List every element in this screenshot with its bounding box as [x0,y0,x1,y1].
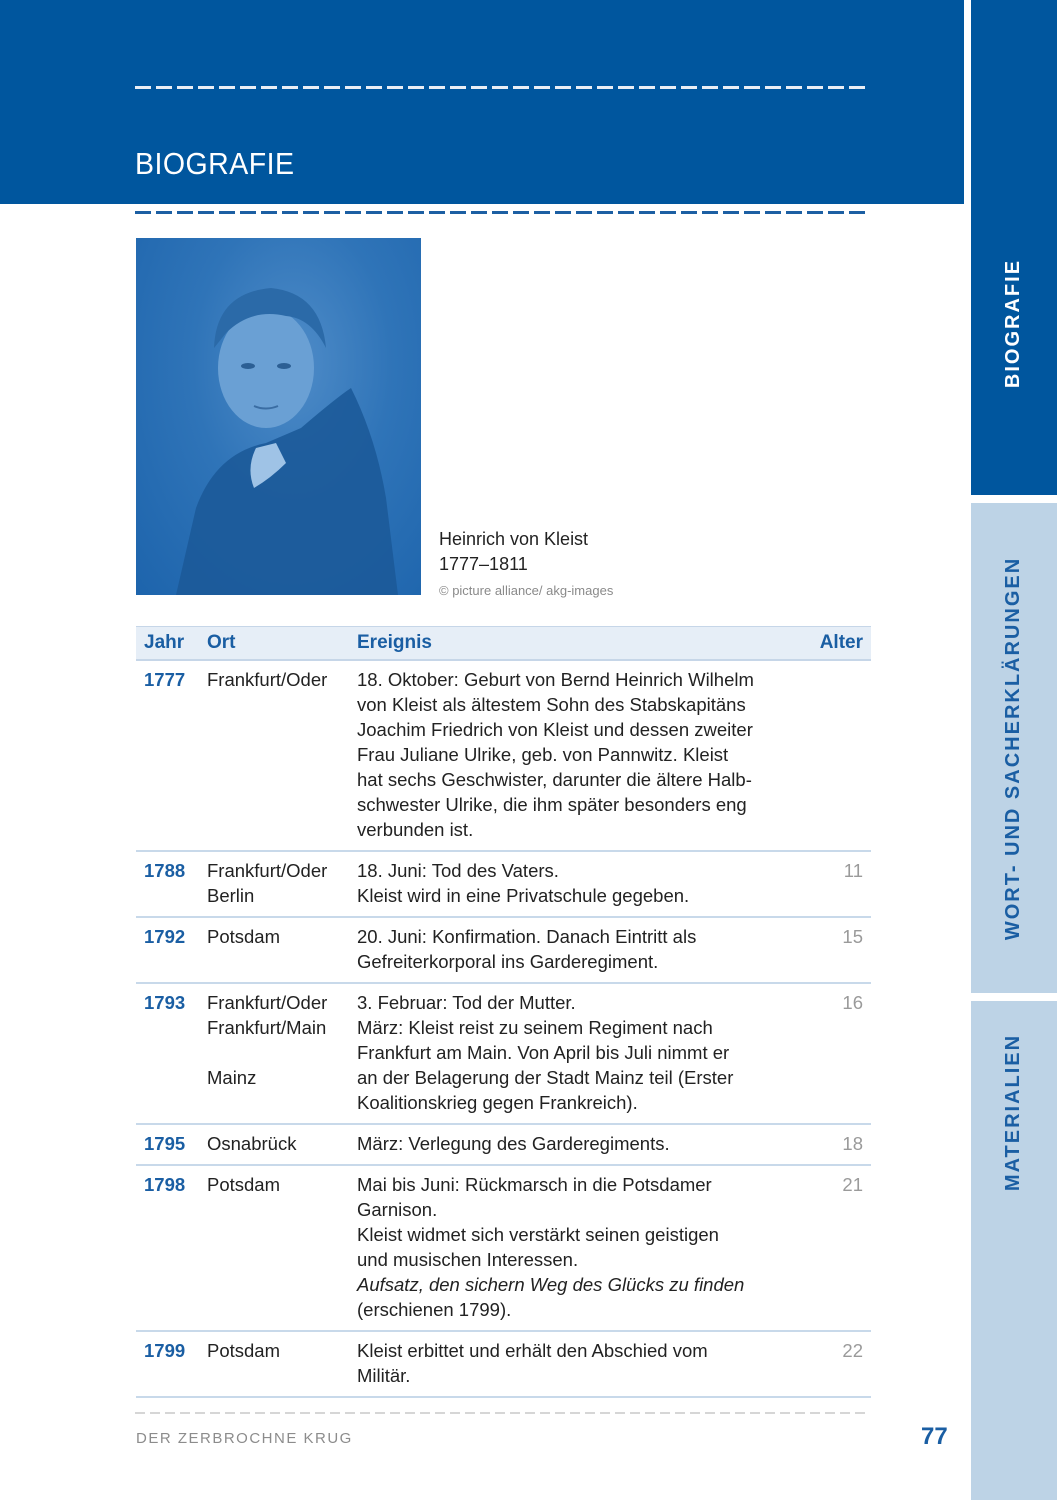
cell-age: 21 [842,1174,863,1195]
event-line: 20. Juni: Konfirmation. Danach Eintritt als [357,926,697,947]
portrait-caption [439,527,613,598]
column-header-event: Ereignis [357,632,432,653]
side-tab-materialien[interactable] [971,1001,1057,1500]
event-line: von Kleist als ältestem Sohn des Stabskapitäns [357,694,746,715]
cell-year: 1777 [144,669,186,690]
cell-place [207,1165,357,1331]
side-tab-label: WORT- UND SACHERKLÄRUNGEN [1002,556,1025,940]
caption-years: 1777–1811 [439,554,528,574]
place-line: Frankfurt/Oder [207,992,328,1013]
event-line: verbunden ist. [357,819,474,840]
cell-age: 16 [842,992,863,1013]
table-row [136,851,871,917]
cell-event [357,1124,802,1165]
event-line: März: Verlegung des Garderegiments. [357,1133,670,1154]
cell-year: 1795 [144,1133,186,1154]
cell-age [802,660,871,851]
cell-year: 1798 [144,1174,186,1195]
table-row [136,660,871,851]
place-line: Potsdam [207,926,281,947]
table-row [136,983,871,1124]
header-dashed-rule [135,86,865,89]
table-row [136,917,871,983]
cell-event [357,1331,802,1397]
footer-dashed-rule [135,1412,870,1414]
event-line: und musischen Interessen. [357,1249,579,1270]
event-line: 18. Oktober: Geburt von Bernd Heinrich Wilhelm [357,669,754,690]
table-header-row [136,627,871,661]
cell-year: 1792 [144,926,186,947]
place-line: Potsdam [207,1340,281,1361]
event-line: Frau Juliane Ulrike, geb. von Pannwitz. Kleist [357,744,729,765]
title-dashed-rule [135,211,865,214]
event-line: Joachim Friedrich von Kleist und dessen zweiter [357,719,753,740]
cell-place [207,917,357,983]
caption-name: Heinrich von Kleist [439,529,589,549]
event-line: Kleist wird in eine Privatschule gegeben. [357,885,690,906]
column-header-age: Alter [819,632,863,653]
event-line: Koalitionskrieg gegen Frankreich). [357,1092,638,1113]
event-line: März: Kleist reist zu seinem Regiment nach [357,1017,713,1038]
event-line: (erschienen 1799). [357,1299,512,1320]
place-line: Berlin [207,885,255,906]
cell-event [357,917,802,983]
side-tab-label: MATERIALIEN [1002,1033,1025,1192]
place-line: Potsdam [207,1174,281,1195]
event-line: Gefreiterkorporal ins Garderegiment. [357,951,659,972]
place-line: Mainz [207,1067,257,1088]
cell-place [207,660,357,851]
image-credit: © picture alliance/ akg-images [439,583,614,598]
portrait-illustration-icon [136,238,421,595]
cell-event [357,851,802,917]
place-line-spacer [207,1040,357,1065]
cell-place [207,983,357,1124]
column-header-year: Jahr [144,632,185,653]
event-line: Militär. [357,1365,411,1386]
event-line: hat sechs Geschwister, darunter die ältere Halb- [357,769,752,790]
event-line: Frankfurt am Main. Von April bis Juli nimmt er [357,1042,730,1063]
biography-timeline-table [136,626,871,1398]
place-line: Frankfurt/Oder [207,669,328,690]
cell-year: 1788 [144,860,186,881]
cell-age: 22 [842,1340,863,1361]
event-line: 3. Februar: Tod der Mutter. [357,992,576,1013]
table-row [136,1331,871,1397]
table-row [136,1124,871,1165]
page-title: BIOGRAFIE [135,146,295,181]
cell-age: 18 [842,1133,863,1154]
cell-year: 1793 [144,992,186,1013]
table-row [136,1165,871,1331]
cell-age: 11 [843,860,863,881]
footer-book-title: DER ZERBROCHNE KRUG [136,1430,353,1447]
column-header-place: Ort [207,632,236,653]
event-line: Kleist widmet sich verstärkt seinen geistigen [357,1224,719,1245]
cell-event [357,660,802,851]
cell-place [207,851,357,917]
page-number: 77 [921,1423,948,1450]
place-line: Frankfurt/Oder [207,860,328,881]
cell-year: 1799 [144,1340,186,1361]
event-line: schwester Ulrike, die ihm später besonders eng [357,794,747,815]
side-tab-biografie[interactable] [971,0,1057,495]
cell-event [357,983,802,1124]
event-line: Kleist erbittet und erhält den Abschied vom [357,1340,708,1361]
cell-place [207,1331,357,1397]
cell-event [357,1165,802,1331]
cell-place [207,1124,357,1165]
event-line: an der Belagerung der Stadt Mainz teil (Erster [357,1067,734,1088]
side-tab-wort-und-sacherklaerungen[interactable] [971,503,1057,993]
side-tab-label: BIOGRAFIE [1002,258,1025,389]
event-line: Garnison. [357,1199,438,1220]
place-line: Frankfurt/Main [207,1017,327,1038]
portrait-image [136,238,421,595]
event-line: Mai bis Juni: Rückmarsch in die Potsdamer [357,1174,712,1195]
event-line: 18. Juni: Tod des Vaters. [357,860,559,881]
event-line-work-title: Aufsatz, den sichern Weg des Glücks zu finden [357,1274,745,1295]
place-line: Osnabrück [207,1133,297,1154]
cell-age: 15 [842,926,863,947]
